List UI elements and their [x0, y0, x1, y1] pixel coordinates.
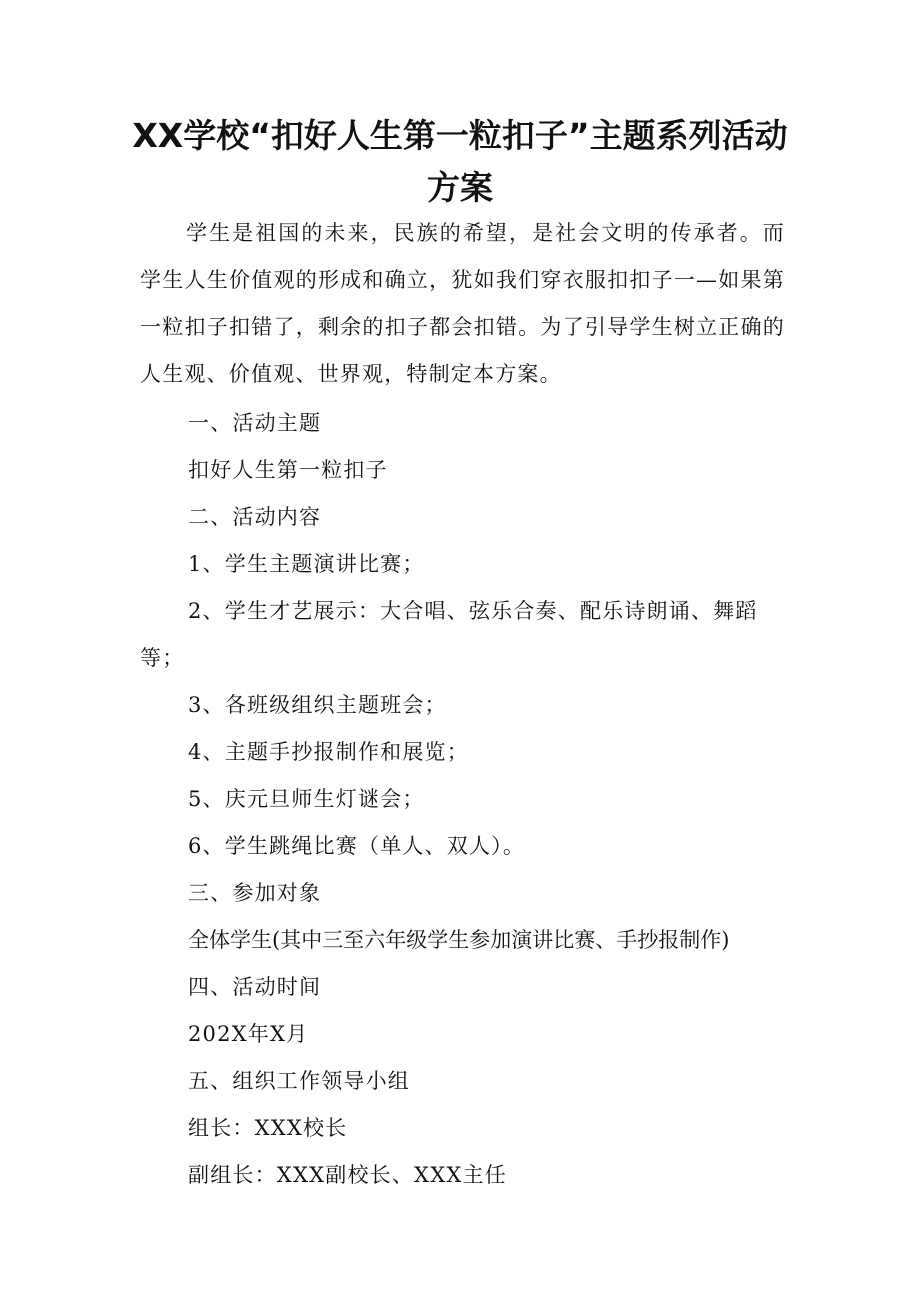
section-heading-time: 四、活动时间 — [188, 975, 322, 999]
section-heading-theme: 一、活动主题 — [188, 411, 322, 435]
leader-text: 组长：XXX校长 — [188, 1116, 348, 1140]
document-title: XX学校“扣好人生第一粒扣子”主题系列活动方案 — [132, 116, 788, 207]
content-item-1: 1、学生主题演讲比赛； — [188, 552, 425, 576]
theme-text: 扣好人生第一粒扣子 — [188, 458, 388, 482]
content-item-4: 4、主题手抄报制作和展览； — [188, 740, 469, 764]
section-heading-participants: 三、参加对象 — [188, 881, 322, 905]
vice-leader-text: 副组长：XXX副校长、XXX主任 — [188, 1163, 507, 1187]
content-item-5: 5、庆元旦师生灯谜会； — [188, 787, 425, 811]
time-text: 202X年X月 — [188, 1022, 309, 1046]
section-heading-leadership: 五、组织工作领导小组 — [188, 1069, 410, 1093]
section-heading-content: 二、活动内容 — [188, 505, 322, 529]
content-item-2: 2、学生才艺展示：大合唱、弦乐合奏、配乐诗朗诵、舞蹈等； — [140, 599, 758, 670]
participants-text: 全体学生(其中三至六年级学生参加演讲比赛、手抄报制作) — [188, 928, 730, 952]
content-item-6: 6、学生跳绳比赛（单人、双人）。 — [188, 834, 526, 858]
intro-paragraph: 学生是祖国的未来，民族的希望，是社会文明的传承者。而学生人生价值观的形成和确立，犹如我们穿衣服扣扣子一—如果第一粒扣子扣错了，剩余的扣子都会扣错。为了引导学生树立正确的人生观、价值观、世界观，特制定本方案。 — [140, 221, 785, 386]
content-item-3: 3、各班级组织主题班会； — [188, 693, 447, 717]
